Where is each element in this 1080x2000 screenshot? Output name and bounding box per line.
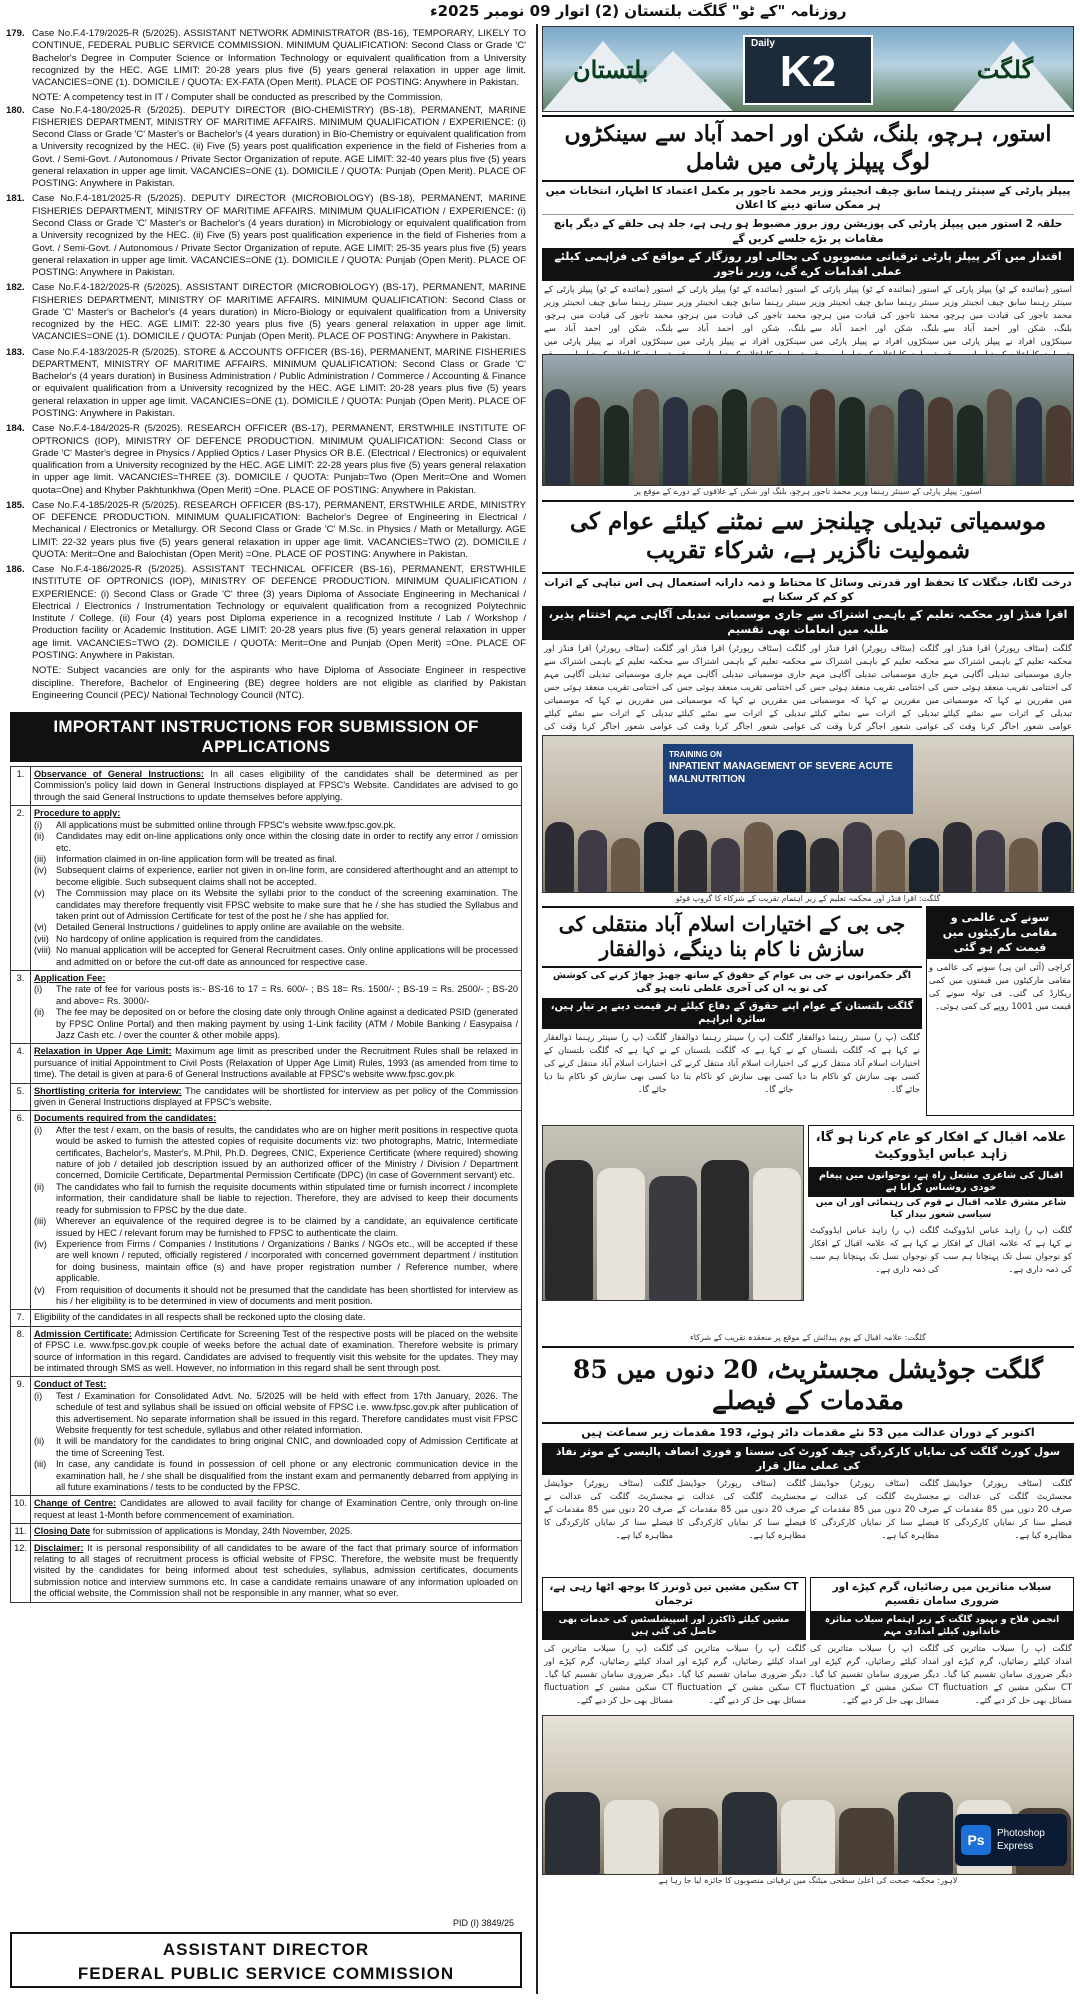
case-text: Case No.F.4-179/2025-R (5/2025). ASSISTANT NETWORK ADMINISTRATOR (BS-16), TEMPORARY, LIKELY TO CONTINUE, FEDERAL PUBLIC SERVICE COMMISSION. MINIMUM QUALIFICATION: Second Class or Grade 'C' Bachelor's Degree in Computer Science or Information Technology or equivalent qualification from a University recognized by the HEC. AGE LIMIT: 20-28 years plus five (5) years general relaxation in upper age limit. VACANCIES=ONE (1). DOMICILE / QUOTA: EX-FATA (Open Merit). PLACE OF POSTING: Anywhere in Pakistan.: [32, 28, 526, 89]
instruction-title: Application Fee:: [34, 972, 106, 983]
banner-sub: TRAINING ON: [669, 749, 722, 759]
instruction-item: [34, 820, 518, 831]
case-list: [6, 28, 526, 702]
case-number: 183.: [6, 346, 25, 358]
case-text: Case No.F.4-182/2025-R (5/2025). ASSISTANT DIRECTOR (MICROBIOLOGY) (BS-17), PERMANENT, MARINE FISHERIES DEPARTMENT, MINISTRY OF MARITIME AFFAIRS. MINIMUM QUALIFICATION: Second Class or Grade 'C' Master's or Bachelor's (4 years duration) in Micro-Biology or equivalent qualification from a University recognized by the HEC. AGE LIMIT: 22-30 years plus five (5) years general relaxation in upper age limit. VACANCIES=ONE (1). DOMICILE / QUOTA: Punjab (Open Merit). PLACE OF POSTING: Anywhere in Pakistan.: [32, 282, 526, 343]
case-text: Case No.F.4-184/2025-R (5/2025). RESEARCH OFFICER (BS-17), PERMANENT, ERSTWHILE INSTITUTE OF OPTRONICS (IOP), MINISTRY OF DEFENCE PRODUCTION. MINIMUM QUALIFICATION: Second Class or Grade 'C' Master's degree in Physics / Applied Optics / Laser Physics OR B.E. (Electrical / Electronics) or equivalent qualification from a University recognized by the HEC. AGE LIMIT: 22-28 years plus five (5) years general relaxation in upper age limit. VACANCIES=THREE (3). DOMICILE / QUOTA: Punjab=Two (Open Merit=One and Women quota=One) and Khyber Pakhtunkhwa (Open Merit) =One. PLACE OF POSTING: Anywhere in Pakistan.: [32, 423, 526, 496]
photoshop-express-watermark: [955, 1814, 1067, 1866]
photo-person: [839, 397, 864, 485]
photo-person: [722, 389, 747, 485]
story6-right-sub: مشین کیلئے ڈاکٹرز اور اسپیشلسٹس کی خدمات بھی حاصل کی گئی ہیں: [542, 1612, 806, 1640]
story1-sub1: پیپلز پارٹی کے سینئر رہنما سابق چیف انجینئر وزیر محمد تاجور پر مکمل اعتماد کا اظہار، انتخابات میں ہر ممکن ساتھ دینے کا اعلان: [545, 185, 1071, 212]
urdu-news-column: [542, 26, 1074, 1996]
story4-sub: اقبال کی شاعری مشعل راہ ہے، نوجوانوں میں پیغام خودی روشناس کرانا ہے: [808, 1168, 1074, 1198]
instruction-item-roman: (ii): [34, 1436, 45, 1447]
story2-body: [542, 640, 1074, 732]
signature-block: [10, 1918, 522, 1988]
instruction-number: 12.: [11, 1540, 31, 1602]
logo-tag: Daily: [751, 38, 775, 49]
story1-body: [542, 281, 1074, 351]
case-entry: [6, 193, 526, 279]
instruction-item-text: The fee may be deposited on or before the closing date only through Online against a dedicated PSID (generated by FPSC Online Portal) and then making payment by using 1-Link facility (ATM / Mobile Banking / Easypaisa / Jazz Cash etc. / over the counter & other mobile apps).: [56, 1007, 518, 1041]
photo-person: [976, 830, 1005, 892]
instruction-number: 9.: [11, 1377, 31, 1496]
photo-person: [781, 405, 806, 485]
photo-person: [545, 822, 574, 892]
story6-photo: [542, 1715, 1074, 1875]
photo-person: [678, 830, 707, 892]
story2-body-col: گلگت (سٹاف رپورٹر) اقرا فنڈز اور محکمہ تعلیم کے باہمی اشتراک سے جاری موسمیاتی تبدیلی آگاہی مہم کی اختتامی تقریب منعقد ہوئی جس میں مقررین نے کہا کہ موسمیاتی تبدیلی کے اثرات سے نمٹنے کیلئے عوامی شعور اجاگر کرنا وقت کی: [677, 642, 806, 731]
story4-main: [808, 1125, 1074, 1332]
instruction-item-roman: (i): [34, 1390, 43, 1401]
case-number: 179.: [6, 28, 25, 39]
photo-person: [578, 830, 607, 892]
instruction-body: Admission Certificate for Screening Test of the respective posts will be placed on the website of FPSC i.e. www.fpsc.gov.pk couple of weeks before the actual date of examination. Therefore website is primary source of information in this regard. Candidates are advised to frequently visit this website for the updates. They may be intimated through SMS as well. However, no information in this regard shall be sent through post.: [34, 1328, 518, 1373]
instruction-item: [34, 854, 518, 865]
case-number: 186.: [6, 564, 25, 576]
story4-body-col: گلگت (پ ر) زاہد عباس ایڈووکیٹ نے کہا ہے کہ علامہ اقبال کے افکار کو نوجوان نسل تک پہنچانا ہم سب کی ذمہ داری ہے۔: [810, 1224, 939, 1274]
instruction-row: [11, 1044, 522, 1083]
instruction-row: [11, 1111, 522, 1310]
instruction-number: 3.: [11, 970, 31, 1043]
instruction-number: 7.: [11, 1310, 31, 1326]
case-entry: [6, 282, 526, 343]
story1-body-col: استور (نمائندہ کے ٹو) پیپلز پارٹی کے سینئر رہنما سابق چیف انجینئر وزیر محمد تاجور کی قیادت میں ہرچو، بلنگ، شکن اور احمد آباد سے سینکڑوں افراد نے پیپلز پارٹی میں: [810, 284, 939, 347]
column-divider: [536, 24, 538, 1994]
instruction-row: [11, 1326, 522, 1377]
instruction-item-text: All applications must be submitted online through FPSC's website www.fpsc.gov.pk.: [56, 819, 396, 830]
instruction-heading-line: [34, 1046, 518, 1080]
instruction-number: 6.: [11, 1111, 31, 1310]
instruction-content: [31, 1377, 522, 1496]
signature-organization: FEDERAL PUBLIC SERVICE COMMISSION: [77, 1964, 455, 1983]
instruction-number: 8.: [11, 1326, 31, 1377]
instruction-item-roman: (ii): [34, 831, 45, 842]
instruction-item: [34, 945, 518, 968]
story1-body-col: استور (نمائندہ کے ٹو) پیپلز پارٹی کے سینئر رہنما سابق چیف انجینئر وزیر محمد تاجور کی قیادت میں ہرچو، بلنگ، شکن اور احمد آباد سے سینکڑوں افراد نے پیپلز پارٹی میں: [943, 284, 1072, 347]
photo-person: [810, 838, 839, 892]
instruction-row: [11, 1377, 522, 1496]
story3-sub2: گلگت بلتستان کے عوام اپنے حقوق کے دفاع کیلئے ہر قیمت دینے پر تیار ہیں، سائرہ ابراہیم: [542, 998, 922, 1029]
photo-person: [781, 1800, 836, 1874]
instruction-heading-line: [34, 1526, 518, 1537]
instruction-number: 5.: [11, 1083, 31, 1111]
instruction-title: Admission Certificate:: [34, 1328, 132, 1339]
story3-sub1: اگر حکمرانوں نے جی بی عوام کے حقوق کے ساتھ چھیڑ چھاڑ کرنے کی کوشش کی تو یہ ان کی آخری غلطی ثابت ہو گی: [552, 969, 912, 994]
photo-person: [597, 1168, 645, 1300]
instruction-item-roman: (iv): [34, 1238, 47, 1249]
photo-person: [545, 1160, 593, 1300]
watermark-label: [997, 1827, 1045, 1853]
instruction-item-roman: (viii): [34, 945, 51, 956]
instruction-item-roman: (i): [34, 984, 43, 995]
gold-price-body: [927, 959, 1073, 1015]
photoshop-icon: Ps: [961, 1825, 991, 1855]
story5-sub2: سول کورٹ گلگت کی نمایاں کارکردگی چیف کورٹ کی سستا و فوری انصاف پالیسی کے موثر نفاذ کی عملی مثال قرار: [542, 1443, 1074, 1475]
story6-left-sub: انجمن فلاح و بہبود گلگت کے زیر اہتمام سیلاب متاثرہ خاندانوں کیلئے امدادی مہم: [810, 1612, 1074, 1640]
photo-person: [744, 822, 773, 892]
instruction-item-text: Experience from Firms / Companies / Institutions / Organizations / Banks / NGOs etc., will be accepted if these are well known / reputed, officially registered / incorporated with concerned government department / institution for doing business, maintain office (s) and have proper registration number / Reference number, where applicable.: [56, 1238, 518, 1284]
photo-person: [810, 389, 835, 485]
instruction-item: [34, 1125, 518, 1182]
instruction-row: [11, 767, 522, 806]
case-number: 181.: [6, 193, 25, 205]
instruction-content: [31, 1044, 522, 1083]
story3-body-col: گلگت (پ ر) سینئر رہنما ذوالفقار نے کہا ہے کہ گلگت بلتستان کے اختیارات اسلام آباد منتقل کرنے کی کسی بھی سازش کو ناکام بنا دیا جائے گا۔: [670, 1031, 794, 1094]
signature-title: ASSISTANT DIRECTOR: [162, 1940, 370, 1959]
instruction-item-roman: (i): [34, 819, 43, 830]
case-text: Case No.F.4-186/2025-R (5/2025). ASSISTANT TECHNICAL OFFICER (BS-16), PERMANENT, ERSTWHILE INSTITUTE OF OPTRONICS (IOP), MINISTRY OF DEFENCE PRODUCTION. MINIMUM QUALIFICATION / EXPERIENCE: (i) Second Class or Grade 'C' three (3) years Diploma of Associate Engineering in Mechanical / Electrical / Electronics / Instrumentation Technology or equivalent qualification from a recognized Polytechnic Institute / College. (ii) Four (4) years post Diploma experience in a recognized Institute / Lab / Workshop / Production facility or Academic Institution. AGE LIMIT: 20-28 years plus five (5) years general relaxation in upper age limit. VACANCIES=TWO (2). DOMICILE / QUOTA: Merit=One and Punjab (Open Merit) =One. PLACE OF POSTING: Anywhere in Pakistan.: [32, 564, 526, 662]
instruction-item-text: Information claimed in on-line application form will be treated as final.: [56, 853, 337, 864]
story6-body-col: گلگت (پ ر) سیلاب متاثرین کی امداد کیلئے رضائیاں، گرم کپڑے اور دیگر ضروری سامان تقسیم کیا گیا۔ CT سکین مشین کے fluctuation مسائل بھی حل کر دیے گئے۔: [943, 1642, 1072, 1705]
instruction-content: [31, 1310, 522, 1326]
instruction-item-roman: (iii): [34, 1216, 47, 1227]
instruction-row: [11, 1540, 522, 1602]
story5-sub1: اکتوبر کے دوران عدالت میں 53 نئے مقدمات دائر ہوئے، 193 مقدمات زیر سماعت ہیں: [581, 1426, 1035, 1440]
instruction-content: [31, 970, 522, 1043]
instruction-heading-line: [34, 808, 518, 819]
instruction-heading-line: [34, 1086, 518, 1109]
gold-price-box: [926, 906, 1074, 1116]
instruction-item-roman: (ii): [34, 1007, 45, 1018]
story3-row: [542, 906, 1074, 1121]
masthead: [542, 26, 1074, 112]
instruction-item-roman: (vii): [34, 933, 49, 944]
instruction-heading-line: [34, 1379, 518, 1390]
case-entry: [6, 500, 526, 561]
photo-person: [876, 830, 905, 892]
photo-person: [1046, 405, 1071, 485]
case-note: NOTE: Subject vacancies are only for the aspirants who have Diploma of Associate Engineer in respective discipline. Therefore, Bachelor of Engineering (BE) degree holders are not eligible as clarified by Pakistan Engineering Council (PEC)/ National Technology Council (NTC).: [32, 665, 526, 701]
story6-body-col: گلگت (پ ر) سیلاب متاثرین کی امداد کیلئے رضائیاں، گرم کپڑے اور دیگر ضروری سامان تقسیم کیا گیا۔ CT سکین مشین کے fluctuation مسائل بھی حل کر دیے گئے۔: [544, 1642, 673, 1705]
story2-photo: [542, 735, 1074, 893]
instruction-item: [34, 1239, 518, 1285]
story4-body: [808, 1222, 1074, 1332]
training-banner: [663, 744, 913, 814]
instruction-number: 4.: [11, 1044, 31, 1083]
instruction-item: [34, 1436, 518, 1459]
case-entry: [6, 347, 526, 421]
banner-title: INPATIENT MANAGEMENT OF SEVERE ACUTE MALNUTRITION: [669, 761, 893, 786]
instruction-item-text: Detailed General Instructions / guidelines to apply online are available on the website.: [56, 922, 405, 933]
watermark-line1: Photoshop: [997, 1827, 1045, 1839]
case-number: 184.: [6, 423, 25, 435]
watermark-line2: Express: [997, 1840, 1034, 1852]
instruction-body: for submission of applications is Monday, 24th November, 2025.: [92, 1526, 353, 1537]
story6-left: [542, 1577, 806, 1640]
instruction-item: [34, 1285, 518, 1308]
instruction-item-text: Candidates may edit on-line applications only once within the closing date in order to rectify any error / omission etc.: [56, 831, 518, 853]
photo-person: [574, 397, 599, 485]
instruction-item-text: The rate of fee for various posts is:- BS-16 to 17 = Rs. 600/- ; BS 18= Rs. 1500/- ; BS-19 = Rs. 2500/- ; BS-20 and above= Rs. 3000/-: [56, 984, 518, 1006]
story6-body-col: گلگت (پ ر) سیلاب متاثرین کی امداد کیلئے رضائیاں، گرم کپڑے اور دیگر ضروری سامان تقسیم کیا گیا۔ CT سکین مشین کے fluctuation مسائل بھی حل کر دیے گئے۔: [677, 1642, 806, 1705]
instruction-item-roman: (vi): [34, 922, 47, 933]
photo-person: [545, 1792, 600, 1874]
photo-person: [909, 838, 938, 892]
instruction-item-text: From requisition of documents it should not be presumed that the candidate has been shortlisted for interview as his / her eligibility is to be determined in view of documents and merit position.: [56, 1284, 518, 1306]
date-line: روزنامہ "کے ٹو" گلگت بلتستان (2) اتوار 09 نومبر 2025ء: [430, 2, 847, 20]
photo-person: [711, 838, 740, 892]
instruction-heading-line: [34, 1498, 518, 1521]
story4-row: [542, 1125, 1074, 1332]
story4-sub2: شاعر مشرق علامہ اقبال نے قوم کی رہنمائی اور ان میں سیاسی شعور بیدار کیا: [815, 1198, 1067, 1221]
photo-person: [611, 838, 640, 892]
instruction-item-text: No manual application will be accepted for General Recruitment cases. Only online applications will be processed and admitted on or before the cut-off date as announced for respective case.: [56, 945, 518, 967]
story1-body-col: استور (نمائندہ کے ٹو) پیپلز پارٹی کے سینئر رہنما سابق چیف انجینئر وزیر محمد تاجور کی قیادت میں ہرچو، بلنگ، شکن اور احمد آباد سے سینکڑوں افراد نے پیپلز پارٹی میں: [544, 284, 673, 347]
instruction-title: Procedure to apply:: [34, 808, 121, 819]
story4-photo: [542, 1125, 804, 1301]
story6-body: [542, 1640, 1074, 1712]
story3-main: [542, 906, 922, 1121]
instructions-table: [10, 766, 522, 1603]
case-text: Case No.F.4-180/2025-R (5/2025). DEPUTY DIRECTOR (BIO-CHEMISTRY) (BS-18), PERMANENT, MARINE FISHERIES DEPARTMENT, MINISTRY OF MARITIME AFFAIRS. MINIMUM QUALIFICATION / EXPERIENCE: (i) Second Class or Grade 'C' Master's or Bachelor's (4 years duration) in Bio-Chemistry or equivalent qualification from a University recognized by the HEC. (ii) Five (5) years post qualification experience in the field of Fisheries from a Govt. / Semi-Govt. / Autonomous / Private Sector Organization of repute. AGE LIMIT: 32-40 years plus five (5) years general relaxation in upper age limit. VACANCIES=ONE (1). DOMICILE / QUOTA: Punjab (Open Merit). PLACE OF POSTING: Anywhere in Pakistan.: [32, 104, 526, 190]
photo-person: [753, 1168, 801, 1300]
instruction-item: [34, 1391, 518, 1437]
instruction-number: 2.: [11, 806, 31, 971]
story4-caption: گلگت: علامہ اقبال کے یوم پیدائش کے موقع پر منعقدہ تقریب کے شرکاء: [690, 1332, 926, 1342]
story1-sub3: اقتدار میں آکر پیپلز پارٹی ترقیاتی منصوبوں کی بحالی اور روزگار کے مواقع کی فراہمی کیلئے عملی اقدامات کرے گی، وزیر تاجور: [542, 248, 1074, 282]
case-note: NOTE: A competency test in IT / Computer shall be conducted as prescribed by the Commission.: [32, 92, 443, 104]
gold-price-text: کراچی (آئی این پی) سونے کی عالمی و مقامی مارکیٹوں میں قیمتوں میں کمی ریکارڈ کی گئی۔ فی تولہ سونے کی قیمت میں 1001 روپے کی کمی ہوئی۔: [929, 962, 1071, 1012]
story2-body-col: گلگت (سٹاف رپورٹر) اقرا فنڈز اور محکمہ تعلیم کے باہمی اشتراک سے جاری موسمیاتی تبدیلی آگاہی مہم کی اختتامی تقریب منعقد ہوئی جس میں مقررین نے کہا کہ موسمیاتی تبدیلی کے اثرات سے نمٹنے کیلئے عوامی شعور اجاگر کرنا وقت کی: [943, 642, 1072, 731]
photo-person: [869, 405, 894, 485]
photo-person: [663, 1808, 718, 1874]
instruction-item-roman: (iii): [34, 853, 47, 864]
instruction-item-text: In case, any candidate is found in possession of cell phone or any electronic communication device in the examination hall, he / she shall be disqualified from the instant exam and permanently debarred from applying in all future examinations / tests to be conducted by the FPSC.: [56, 1459, 518, 1493]
case-number: 180.: [6, 104, 25, 116]
instruction-heading-line: [34, 973, 518, 984]
photo-person: [1042, 822, 1071, 892]
case-number: 185.: [6, 499, 25, 511]
instruction-title: Change of Centre:: [34, 1498, 117, 1509]
instruction-item-text: The candidates who fail to furnish the requisite documents within stipulated time or furnish incorrect / incomplete information, their candidature shall be liable to rejection. Therefore, they are advised to keep their documents ready for submission to FPSC by the due date.: [56, 1181, 518, 1215]
story3-body-col: گلگت (پ ر) سینئر رہنما ذوالفقار نے کہا ہے کہ گلگت بلتستان کے اختیارات اسلام آباد منتقل کرنے کی کسی بھی سازش کو ناکام بنا دیا جائے گا۔: [543, 1031, 667, 1094]
story3-headline: جی بی کے اختیارات اسلام آباد منتقلی کی سازش نا کام بنا دینگے، ذوالفقار: [542, 906, 922, 968]
instruction-title: Observance of General Instructions:: [34, 769, 204, 780]
instruction-row: [11, 1496, 522, 1524]
case-entry: [6, 28, 526, 89]
instruction-row: [11, 1083, 522, 1111]
instruction-number: 11.: [11, 1524, 31, 1540]
instruction-number: 1.: [11, 767, 31, 806]
instruction-item-text: Subsequent claims of experience, earlier not given in on-line form, are considered afterthought and an attempt to become eligible. Such subsequent claims shall not be accepted.: [56, 865, 518, 887]
instructions-heading: IMPORTANT INSTRUCTIONS FOR SUBMISSION OF APPLICATIONS: [10, 712, 522, 762]
instruction-body: It is personal responsibility of all candidates to be aware of the fact that primary source of information relating to all stages of recruitment process is official website of FPSC. Therefore, the website must be frequently visited by the candidates for being informed about test schedules, syllabus, admission certificates, documents submission notice and interview summons etc. In case a candidate remains unaware of any information uploaded on the official website, the Commission shall not be responsible in any manner, what so ever.: [34, 1542, 518, 1599]
instruction-content: [31, 1524, 522, 1540]
pid-number: PID (I) 3849/25: [452, 1918, 514, 1928]
case-text: Case No.F.4-181/2025-R (5/2025). DEPUTY DIRECTOR (MICROBIOLOGY) (BS-18), PERMANENT, MARINE FISHERIES DEPARTMENT, MINISTRY OF MARITIME AFFAIRS. MINIMUM QUALIFICATION / EXPERIENCE: (i) Second Class or Grade 'C' Master's or Bachelor's (4 years duration) in Microbiology or equivalent qualification from a University recognized by the HEC. (ii) Five (5) years post qualification experience in the field of Fisheries from a Govt. / Semi-Govt. / Autonomous / Private Sector Organization of repute. AGE LIMIT: 25-35 years plus five (5) years general relaxation in upper age limit. VACANCIES=ONE (1). DOMICILE / QUOTA: Punjab (Open Merit). PLACE OF POSTING: Anywhere in Pakistan.: [32, 193, 526, 279]
instruction-title: Disclaimer:: [34, 1542, 84, 1553]
photo-person: [1009, 838, 1038, 892]
instruction-body: Candidates are allowed to avail facility for change of Examination Centre, only through on-line request at least 1-Month before commencement of examination.: [34, 1498, 518, 1520]
instruction-body: Eligibility of the candidates in all respects shall be reckoned upto the closing date.: [34, 1312, 366, 1323]
instruction-content: [31, 1083, 522, 1111]
photo-person: [722, 1792, 777, 1874]
k2-logo: [743, 35, 873, 105]
instruction-item-text: It will be mandatory for the candidates to bring original CNIC, and downloaded copy of Admission Certificate at the time of Screening Test.: [56, 1436, 518, 1458]
masthead-left-word: بلتستان: [573, 55, 649, 84]
instruction-body: In all cases eligibility of the candidates shall be determined as per Commission's policy laid down in General Instructions displayed at FPSC's Website. Candidates are advised to go through the said General Instructions to update themselves before applying.: [34, 769, 518, 802]
story6-left-title: سیلاب متاثرین میں رضائیاں، گرم کپڑے اور ضروری سامان تقسیم: [810, 1577, 1074, 1611]
case-entry: [6, 423, 526, 497]
story3-body: [542, 1029, 922, 1121]
instruction-item: [34, 865, 518, 888]
story5-body: [542, 1475, 1074, 1575]
story1-sub2: حلقہ 2 استور میں پیپلز پارٹی کی پوزیشن روز بروز مضبوط ہو رہی ہے، جلد ہی حلقے کے دیگر پانچ مقامات پر بڑے جلسے کریں گے: [542, 214, 1074, 247]
story1-headline: استور، ہرچو، بلنگ، شکن اور احمد آباد سے سینکڑوں لوگ پیپلز پارٹی میں شامل: [542, 115, 1074, 182]
instruction-title: Relaxation in Upper Age Limit:: [34, 1046, 172, 1057]
instruction-body: Maximum age limit as prescribed under the Recruitment Rules shall be relaxed in pursuance of initial Appointment to Civil Posts (Relaxation of Upper Age Limit) Rules, 1993 (as amended from time to time). The detail is given at para-6 of General Instructions available at FPSC's website www.fpsc.gov.pk: [34, 1046, 518, 1080]
instruction-number: 10.: [11, 1496, 31, 1524]
instruction-item: [34, 1459, 518, 1493]
photo-person: [692, 405, 717, 485]
story6-right-title: CT سکین مشین تین ڈونرز کا بوجھ اٹھا رہی ہے، ترجمان: [542, 1577, 806, 1611]
instruction-heading-line: [34, 1113, 518, 1124]
instruction-item-roman: (v): [34, 888, 45, 899]
story6-right: [810, 1577, 1074, 1640]
instruction-heading-line: [34, 1329, 518, 1375]
photo-person: [928, 397, 953, 485]
photo-person: [604, 1800, 659, 1874]
instruction-heading-line: [34, 1312, 518, 1323]
instruction-item: [34, 1216, 518, 1239]
story5-body-col: گلگت (سٹاف رپورٹر) جوڈیشل مجسٹریٹ گلگت کی عدالت نے صرف 20 دنوں میں 85 مقدمات کے فیصلے سنا کر نمایاں کارکردگی کا مظاہرہ کیا ہے۔: [544, 1478, 673, 1541]
instruction-item-roman: (v): [34, 1284, 45, 1295]
photo-person: [751, 397, 776, 485]
story3-body-col: گلگت (پ ر) سینئر رہنما ذوالفقار نے کہا ہے کہ گلگت بلتستان کے اختیارات اسلام آباد منتقل کرنے کی کسی بھی سازش کو ناکام بنا دیا جائے گا۔: [797, 1031, 920, 1094]
instruction-content: [31, 1496, 522, 1524]
instruction-item: [34, 888, 518, 922]
story4-body-col: گلگت (پ ر) زاہد عباس ایڈووکیٹ نے کہا ہے کہ علامہ اقبال کے افکار کو نوجوان نسل تک پہنچانا ہم سب کی ذمہ داری ہے۔: [943, 1224, 1072, 1274]
story5-headline: گلگت جوڈیشل مجسٹریٹ، 20 دنوں میں 85 مقدمات کے فیصلے: [542, 1346, 1074, 1425]
instruction-content: [31, 1326, 522, 1377]
photo-person: [1016, 397, 1041, 485]
photo-person: [633, 389, 658, 485]
photo-person: [701, 1160, 749, 1300]
instruction-heading-line: [34, 769, 518, 803]
story1-body-col: استور (نمائندہ کے ٹو) پیپلز پارٹی کے سینئر رہنما سابق چیف انجینئر وزیر محمد تاجور کی قیادت میں ہرچو، بلنگ، شکن اور احمد آباد سے سینکڑوں افراد نے پیپلز پارٹی میں: [677, 284, 806, 347]
instruction-title: Documents required from the candidates:: [34, 1113, 217, 1124]
story2-sub1: درخت لگانا، جنگلات کا تحفظ اور قدرتی وسائل کا محتاط و ذمہ دارانہ استعمال ہی اس تباہی کے اثرات کو کم کر سکتا ہے: [544, 576, 1072, 604]
instruction-row: [11, 1310, 522, 1326]
fpsc-advertisement: [6, 28, 526, 1994]
instruction-item-roman: (iv): [34, 865, 47, 876]
instruction-content: [31, 1540, 522, 1602]
story4-headline: علامہ اقبال کے افکار کو عام کرنا ہو گا، زاہد عباس ایڈووکیٹ: [808, 1125, 1074, 1168]
case-entry: [6, 564, 526, 662]
story6-row: [542, 1577, 1074, 1640]
instruction-item-roman: (ii): [34, 1181, 45, 1192]
instruction-row: [11, 806, 522, 971]
instruction-item: [34, 934, 518, 945]
logo-text: K2: [779, 47, 837, 96]
photo-person: [839, 1808, 894, 1874]
instruction-item-text: After the test / exam, on the basis of results, the candidates who are on higher merit positions in respective quota would be asked to furnish the attested copies of requisite documents viz: two photographs, Matric, Intermediate certificates, Bachelor's, Master's, M.Phil, Ph.D. Degrees, CNIC, Experience Certificate (where required) showing nature of job / detailed job description issued by an authorized officer of the Ministry / Division / Department concerned, Domicile Certificate, Departmental Permission Certificate (DPC) (in case of Government servant) etc.: [56, 1124, 518, 1181]
photo-person: [663, 397, 688, 485]
story5-body-col: گلگت (سٹاف رپورٹر) جوڈیشل مجسٹریٹ گلگت کی عدالت نے صرف 20 دنوں میں 85 مقدمات کے فیصلے سنا کر نمایاں کارکردگی کا مظاہرہ کیا ہے۔: [943, 1478, 1072, 1541]
story6-body-col: گلگت (پ ر) سیلاب متاثرین کی امداد کیلئے رضائیاں، گرم کپڑے اور دیگر ضروری سامان تقسیم کیا گیا۔ CT سکین مشین کے fluctuation مسائل بھی حل کر دیے گئے۔: [810, 1642, 939, 1705]
instruction-row: [11, 970, 522, 1043]
photo-person: [604, 405, 629, 485]
story2-body-col: گلگت (سٹاف رپورٹر) اقرا فنڈز اور محکمہ تعلیم کے باہمی اشتراک سے جاری موسمیاتی تبدیلی آگاہی مہم کی اختتامی تقریب منعقد ہوئی جس میں مقررین نے کہا کہ موسمیاتی تبدیلی کے اثرات سے نمٹنے کیلئے عوامی شعور اجاگر کرنا وقت کی: [810, 642, 939, 731]
photo-person: [987, 389, 1012, 485]
story2-sub2: اقرا فنڈز اور محکمہ تعلیم کے باہمی اشتراک سے جاری موسمیاتی تبدیلی آگاہی مہم اختتام پذیر، طلبہ میں انعامات بھی تقسیم: [542, 606, 1074, 640]
story5-body-col: گلگت (سٹاف رپورٹر) جوڈیشل مجسٹریٹ گلگت کی عدالت نے صرف 20 دنوں میں 85 مقدمات کے فیصلے سنا کر نمایاں کارکردگی کا مظاہرہ کیا ہے۔: [677, 1478, 806, 1541]
photo-person: [777, 830, 806, 892]
instruction-title: Conduct of Test:: [34, 1379, 107, 1390]
story1-caption: استور: پیپلز پارٹی کے سینئر رہنما وزیر محمد تاجور ہرچو، بلنگ اور شکن کے علاقوں کے دورے کے موقع پر: [634, 487, 982, 497]
instruction-item-text: The Commission may place on its Website the syllabi prior to the conduct of the screening examination. The candidates may therefore frequently visit FPSC website to make sure that he / she has studied the Syllabus and taken print out of Admission Certificate for test of the post he / she has applied for.: [56, 888, 518, 921]
instruction-item-text: Wherever an equivalence of the required degree is to be claimed by a candidate, an equivalence certificate issued by HEC / relevant forum may be furnished to FPSC to authenticate the claim.: [56, 1216, 518, 1238]
story2-caption: گلگت: اقرا فنڈز اور محکمہ تعلیم کے زیر اہتمام تقریب کے شرکاء کا گروپ فوٹو: [675, 893, 941, 903]
instruction-item: [34, 1182, 518, 1216]
instruction-content: [31, 1111, 522, 1310]
instruction-item: [34, 922, 518, 933]
story2-body-col: گلگت (سٹاف رپورٹر) اقرا فنڈز اور محکمہ تعلیم کے باہمی اشتراک سے جاری موسمیاتی تبدیلی آگاہی مہم کی اختتامی تقریب منعقد ہوئی جس میں مقررین نے کہا کہ موسمیاتی تبدیلی کے اثرات سے نمٹنے کیلئے عوامی شعور اجاگر کرنا وقت کی: [544, 642, 673, 731]
photo-person: [649, 1176, 697, 1300]
instruction-row: [11, 1524, 522, 1540]
case-text: Case No.F.4-183/2025-R (5/2025). STORE & ACCOUNTS OFFICER (BS-16), PERMANENT, MARINE FISHERIES DEPARTMENT, MINISTRY OF MARITIME AFFAIRS. MINIMUM QUALIFICATION: Second Class or Grade 'C' Bachelor's (4 years duration) in Business Administration / Public Administration / Commerce / Accounting & Finance or equivalent qualification from a University recognized by the HEC. AGE LIMIT: 20-28 years plus five (5) years general relaxation in upper age limit. VACANCIES=ONE (1). DOMICILE / QUOTA: Punjab (Open Merit). PLACE OF POSTING: Anywhere in Pakistan.: [32, 346, 526, 419]
story1-photo: [542, 354, 1074, 486]
story2-headline: موسمیاتی تبدیلی چیلنجز سے نمٹنے کیلئے عوام کی شمولیت ناگزیر ہے، شرکاء تقریب: [542, 500, 1074, 574]
instruction-item-text: No hardcopy of online application is required from the candidates.: [56, 933, 324, 944]
instruction-content: [31, 806, 522, 971]
case-number: 182.: [6, 282, 25, 294]
gold-price-title: سونے کی عالمی و مقامی مارکیٹوں میں قیمت کم ہو گئی: [927, 907, 1073, 960]
photo-person: [644, 822, 673, 892]
instruction-content: [31, 767, 522, 806]
instruction-item: [34, 831, 518, 854]
case-text: Case No.F.4-185/2025-R (5/2025). RESEARCH OFFICER (BS-17), PERMANENT, ERSTWHILE ARDE, MINISTRY OF DEFENCE PRODUCTION. MINIMUM QUALIFICATION: Bachelor's Degree of Engineering in Electrical / Mechanical / Electronics or Metallurgy. OR Second Class or Grade 'C' M.Sc. in Physics / Math or Metallurgy. AGE LIMIT: 22-32 years plus five (5) years general relaxation in upper age limit. VACANCIES=TWO (2). DOMICILE / QUOTA: Merit=One and Balochistan (Open Merit) =One. PLACE OF POSTING: Anywhere in Pakistan.: [32, 499, 526, 560]
case-entry: [6, 105, 526, 191]
masthead-right-word: گلگت: [976, 55, 1033, 84]
instruction-title: Shortlisting criteria for interview:: [34, 1085, 182, 1096]
photo-person: [898, 1792, 953, 1874]
instruction-heading-line: [34, 1543, 518, 1600]
story5-body-col: گلگت (سٹاف رپورٹر) جوڈیشل مجسٹریٹ گلگت کی عدالت نے صرف 20 دنوں میں 85 مقدمات کے فیصلے سنا کر نمایاں کارکردگی کا مظاہرہ کیا ہے۔: [810, 1478, 939, 1541]
instruction-title: Closing Date: [34, 1526, 91, 1537]
photo-person: [545, 389, 570, 485]
story6-caption: لاہور: محکمہ صحت کی اعلیٰ سطحی میٹنگ میں ترقیاتی منصوبوں کا جائزہ لیا جا رہا ہے: [658, 1875, 958, 1885]
instruction-item: [34, 984, 518, 1007]
photo-person: [843, 822, 872, 892]
photo-person: [957, 405, 982, 485]
instruction-item-roman: (i): [34, 1124, 43, 1135]
instruction-body: The candidates will be shortlisted for interview as per policy of the Commission given in General Instructions displayed at FPSC's website.: [34, 1085, 518, 1108]
photo-person: [898, 389, 923, 485]
instruction-item-text: Test / Examination for Consolidated Advt. No. 5/2025 will be held with effect from 17th January, 2026. The schedule of test and syllabus shall be issued on official website of FPSC i.e. www.fpsc.gov.pk after publication of this advertisement. No separate information shall be issued in this regard. Therefore candidates must visit FPSC Website frequently for test schedule, syllabus and other related information.: [56, 1390, 518, 1436]
photo-person: [943, 822, 972, 892]
instruction-item-roman: (iii): [34, 1459, 47, 1470]
instruction-item: [34, 1007, 518, 1041]
